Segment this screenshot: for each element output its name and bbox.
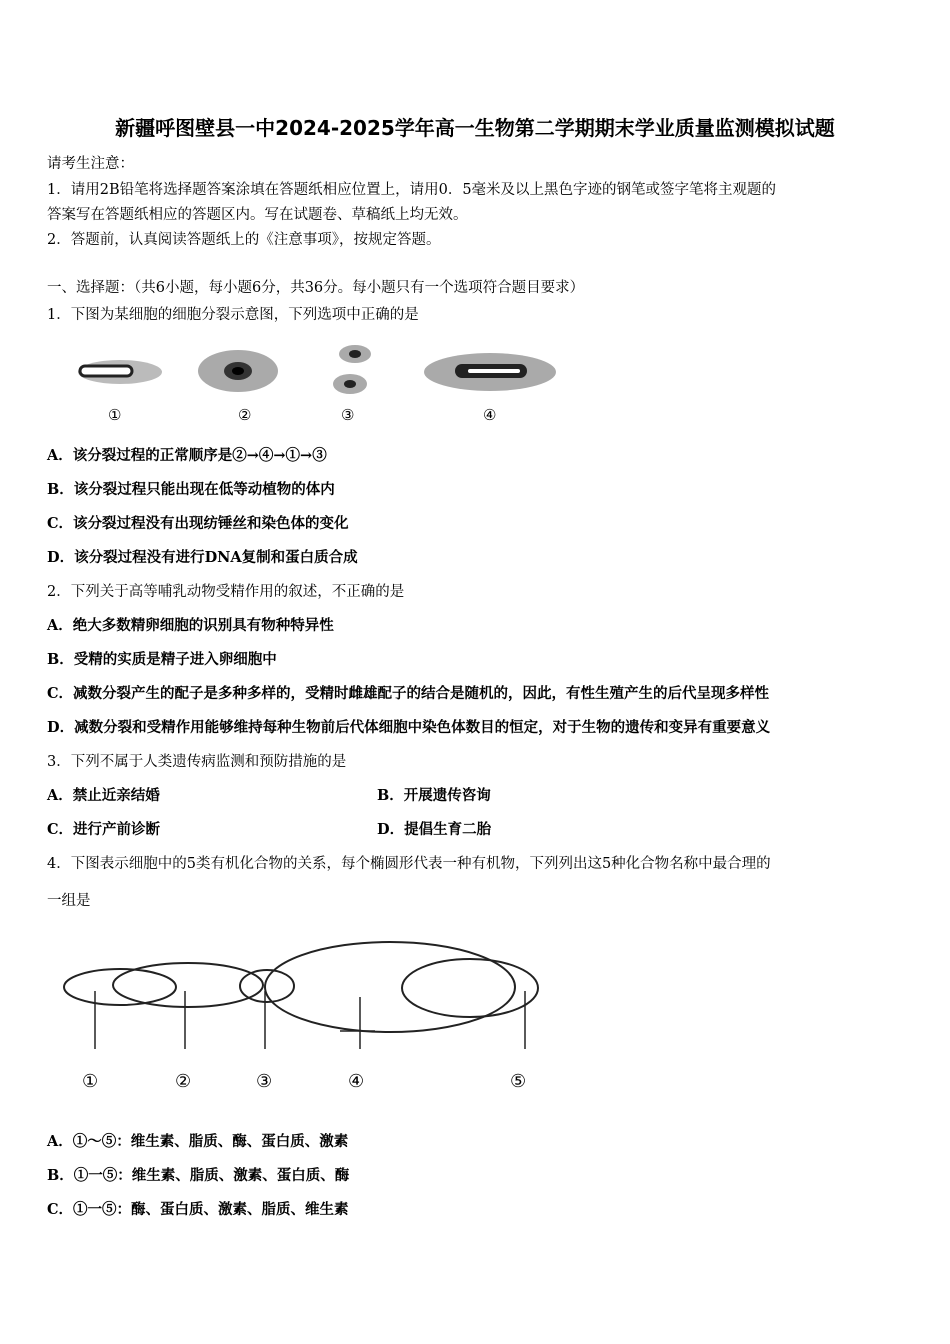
ellipse-label-3: ③ — [256, 1071, 273, 1092]
question-3-option-d[interactable]: D．提倡生育二胎 — [377, 821, 492, 838]
question-1-stem: 1．下图为某细胞的细胞分裂示意图，下列选项中正确的是 — [47, 307, 419, 323]
section-heading: 一、选择题：（共6小题，每小题6分，共36分。每小题只有一个选项符合题目要求） — [47, 280, 585, 296]
cell-label-3: ③ — [341, 406, 355, 424]
ellipse-label-4: ④ — [348, 1071, 365, 1092]
question-3-option-c[interactable]: C．进行产前诊断 — [47, 821, 161, 838]
notice-heading: 请考生注意： — [47, 156, 134, 172]
question-2-option-d[interactable]: D．减数分裂和受精作用能够维持每种生物前后代体细胞中染色体数目的恒定，对于生物的遗传和变异有重要意义 — [47, 719, 771, 736]
cell-label-2: ② — [238, 406, 252, 424]
question-4-option-a[interactable]: A．①～⑤：维生素、脂质、酶、蛋白质、激素 — [47, 1133, 349, 1150]
ellipse-5 — [402, 959, 538, 1017]
question-2-option-a[interactable]: A．绝大多数精卵细胞的识别具有物种特异性 — [47, 617, 334, 634]
question-1-option-b[interactable]: B．该分裂过程只能出现在低等动植物的体内 — [47, 481, 335, 498]
question-2-option-c[interactable]: C．减数分裂产生的配子是多种多样的，受精时雌雄配子的结合是随机的，因此，有性生殖产生的后代呈现多样性 — [47, 685, 770, 702]
notice-item-1-line-2: 答案写在答题纸相应的答题区内。写在试题卷、草稿纸上均无效。 — [47, 207, 468, 223]
question-4-stem-line-1: 4．下图表示细胞中的5类有机化合物的关系，每个椭圆形代表一种有机物，下列列出这5种化合物名称中最合理的 — [47, 856, 771, 872]
page-title: 新疆呼图壁县一中2024-2025学年高一生物第二学期期末学业质量监测模拟试题 — [115, 116, 835, 140]
question-1-option-a[interactable]: A．该分裂过程的正常顺序是②→④→①→③ — [47, 447, 327, 464]
ellipse-label-2: ② — [175, 1071, 192, 1092]
question-3-option-a[interactable]: A．禁止近亲结婚 — [47, 787, 160, 804]
compound-ellipses-figure — [55, 935, 555, 1100]
cell-division-figure — [70, 338, 570, 428]
ellipse-label-1: ① — [82, 1071, 99, 1092]
cell-label-4: ④ — [483, 406, 497, 424]
ellipse-1 — [64, 969, 176, 1005]
question-1-option-d[interactable]: D．该分裂过程没有进行DNA复制和蛋白质合成 — [47, 549, 358, 566]
question-1-option-c[interactable]: C．该分裂过程没有出现纺锤丝和染色体的变化 — [47, 515, 349, 532]
question-4-option-c[interactable]: C．①一⑤：酶、蛋白质、激素、脂质、维生素 — [47, 1201, 349, 1218]
question-4-option-b[interactable]: B．①一⑤：维生素、脂质、激素、蛋白质、酶 — [47, 1167, 350, 1184]
ellipse-label-5: ⑤ — [510, 1071, 527, 1092]
ellipse-3 — [240, 970, 294, 1002]
question-4-stem-line-2: 一组是 — [47, 893, 91, 909]
notice-item-1-line-1: 1．请用2B铅笔将选择题答案涂填在答题纸相应位置上，请用0．5毫米及以上黑色字迹的钢笔或签字笔将主观题的 — [47, 182, 777, 198]
notice-item-2: 2．答题前，认真阅读答题纸上的《注意事项》，按规定答题。 — [47, 232, 441, 248]
question-3-stem: 3．下列不属于人类遗传病监测和预防措施的是 — [47, 754, 347, 770]
question-2-stem: 2．下列关于高等哺乳动物受精作用的叙述，不正确的是 — [47, 584, 405, 600]
cell-label-1: ① — [108, 406, 122, 424]
question-2-option-b[interactable]: B．受精的实质是精子进入卵细胞中 — [47, 651, 277, 668]
question-3-option-b[interactable]: B．开展遗传咨询 — [377, 787, 491, 804]
ellipse-4 — [265, 942, 515, 1032]
